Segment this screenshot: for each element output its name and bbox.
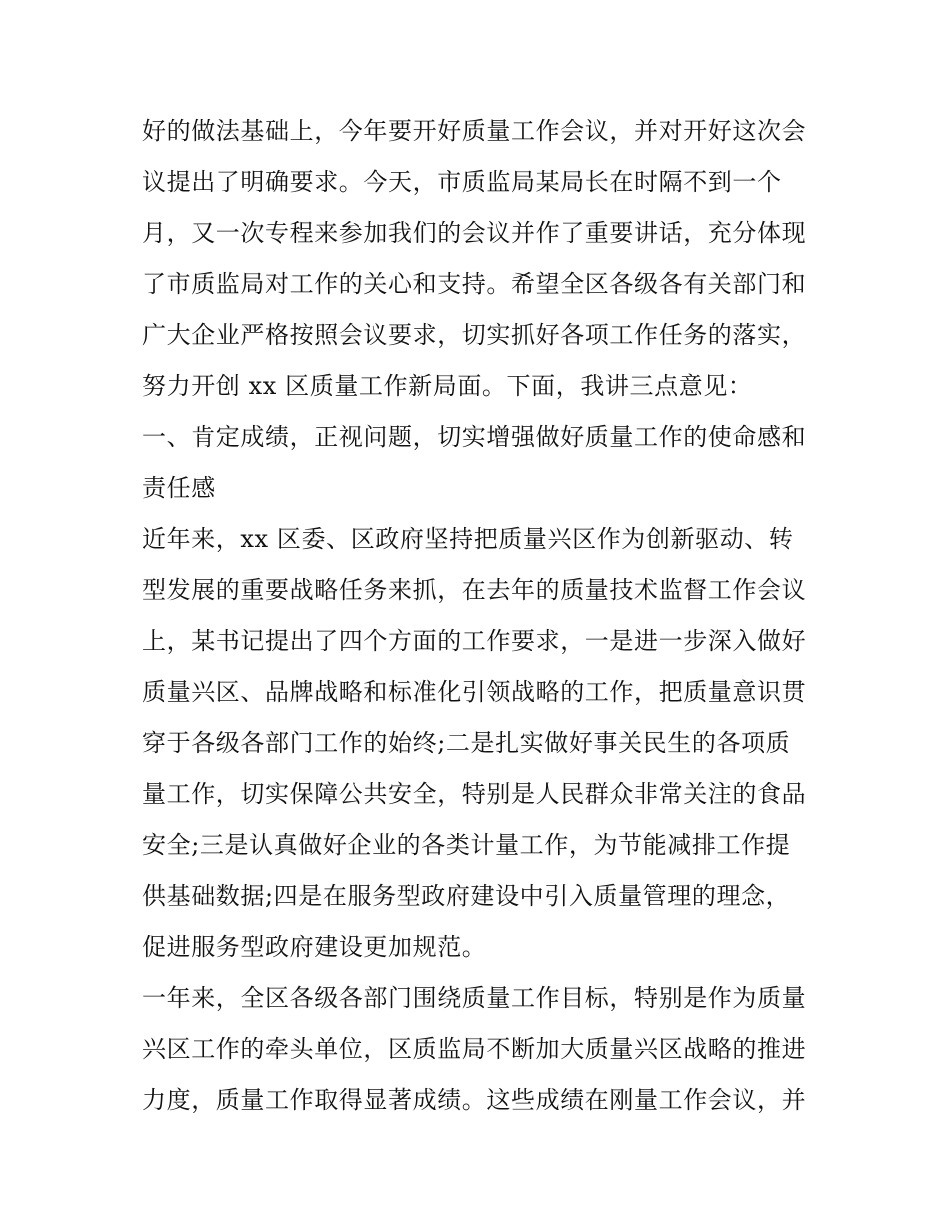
text-line: 月，又一次专程来参加我们的会议并作了重要讲话，充分体现 [142, 219, 807, 247]
text-line: 供基础数据;四是在服务型政府建设中引入质量管理的理念， [142, 882, 791, 910]
text-line: 广大企业严格按照会议要求，切实抓好各项工作任务的落实， [142, 321, 807, 349]
text-line: 上，某书记提出了四个方面的工作要求，一是进一步深入做好 [142, 627, 807, 655]
text-line: 了市质监局对工作的关心和支持。希望全区各级各有关部门和 [142, 270, 807, 298]
text-line: 努力开创 xx 区质量工作新局面。下面，我讲三点意见： [142, 372, 753, 400]
text-line: 量工作，切实保障公共安全，特别是人民群众非常关注的食品 [142, 780, 807, 808]
section-heading-line: 一、肯定成绩，正视问题，切实增强做好质量工作的使命感和 [142, 423, 807, 451]
text-line: 议提出了明确要求。今天，市质监局某局长在时隔不到一个 [142, 168, 782, 196]
text-line: 近年来，xx 区委、区政府坚持把质量兴区作为创新驱动、转 [142, 525, 794, 553]
text-line: 促进服务型政府建设更加规范。 [142, 933, 487, 961]
text-line: 质量兴区、品牌战略和标准化引领战略的工作，把质量意识贯 [142, 678, 807, 706]
text-line: 穿于各级各部门工作的始终;二是扎实做好事关民生的各项质 [142, 729, 791, 757]
text-line: 好的做法基础上，今年要开好质量工作会议，并对开好这次会 [142, 117, 807, 145]
text-line: 型发展的重要战略任务来抓，在去年的质量技术监督工作会议 [142, 576, 807, 604]
text-line: 兴区工作的牵头单位，区质监局不断加大质量兴区战略的推进 [142, 1035, 807, 1063]
section-heading-line: 责任感 [142, 474, 216, 502]
text-line: 安全;三是认真做好企业的各类计量工作，为节能减排工作提 [142, 831, 791, 859]
text-line: 一年来，全区各级各部门围绕质量工作目标，特别是作为质量 [142, 984, 807, 1012]
text-line: 力度，质量工作取得显著成绩。这些成绩在刚量工作会议，并 [142, 1086, 807, 1114]
body-text [142, 106, 812, 1126]
